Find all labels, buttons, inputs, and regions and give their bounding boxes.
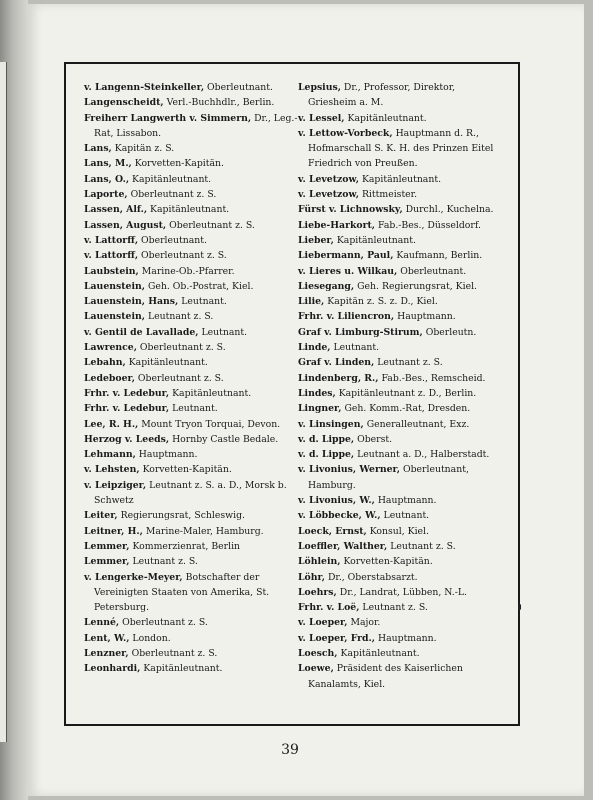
directory-entry bbox=[84, 340, 302, 355]
directory-entry bbox=[84, 478, 302, 509]
entry-name: Liebermann, Paul, bbox=[298, 250, 394, 262]
directory-entry bbox=[298, 631, 498, 646]
right-column-list bbox=[298, 80, 498, 692]
entry-description: Kapitänleutnant z. D., Berlin. bbox=[338, 387, 477, 399]
directory-entry bbox=[84, 141, 302, 156]
entry-name: Löhlein, bbox=[298, 556, 341, 568]
entry-description: Oberleutnant z. S. bbox=[169, 219, 255, 231]
entry-description: Hauptmann. bbox=[377, 632, 437, 644]
entry-name: Lepsius, bbox=[298, 82, 341, 93]
entry-name: v. Loeper, bbox=[298, 617, 348, 629]
directory-entry bbox=[298, 585, 498, 600]
directory-entry bbox=[298, 615, 498, 630]
entry-name: v. Gentil de Lavallade, bbox=[84, 326, 199, 338]
entry-description: Verl.-Buchhdlr., Berlin. bbox=[166, 97, 275, 109]
entry-description: Fab.-Bes., Remscheid. bbox=[381, 372, 486, 384]
entry-description: Regierungsrat, Schleswig. bbox=[120, 510, 245, 522]
entry-description: Leutnant. bbox=[172, 403, 218, 415]
entry-description: Oberleutn. bbox=[425, 326, 477, 338]
entry-name: Langenscheidt, bbox=[84, 97, 164, 109]
directory-entry bbox=[298, 325, 498, 340]
entry-name: Freiherr Langwerth v. Simmern, bbox=[84, 112, 252, 124]
directory-entry bbox=[298, 264, 498, 279]
entry-description: Dr., Oberstabsarzt. bbox=[327, 571, 418, 583]
directory-entry bbox=[84, 248, 302, 263]
entry-name: v. Langenn-Steinkeller, bbox=[84, 82, 205, 93]
directory-entry bbox=[84, 156, 302, 171]
directory-entry bbox=[84, 615, 302, 630]
entry-description: Leutnant. bbox=[383, 510, 430, 522]
entry-name: Lauenstein, Hans, bbox=[84, 296, 179, 308]
directory-entry bbox=[84, 233, 302, 248]
directory-entry bbox=[84, 554, 302, 569]
directory-entry bbox=[298, 508, 498, 523]
entry-description: Präsident des Kaiserlichen Kanalamts, Kiel. bbox=[308, 663, 463, 690]
entry-name: v. Löbbecke, W., bbox=[298, 510, 381, 522]
entry-description: Major. bbox=[350, 617, 381, 629]
directory-entry bbox=[84, 508, 302, 523]
ink-speck bbox=[518, 604, 521, 610]
entry-name: Liebe-Harkort, bbox=[298, 219, 376, 231]
directory-entry bbox=[298, 600, 498, 615]
entry-name: v. Levetzow, bbox=[298, 173, 359, 185]
entry-name: Loehrs, bbox=[298, 586, 337, 598]
entry-description: Rittmeister. bbox=[361, 189, 418, 201]
entry-name: Lilie, bbox=[298, 296, 325, 308]
entry-description: Marine-Ob.-Pfarrer. bbox=[141, 265, 235, 277]
entry-description: Oberleutnant z. S. bbox=[122, 617, 208, 629]
directory-entry bbox=[298, 432, 498, 447]
directory-entry bbox=[298, 309, 498, 324]
directory-entry bbox=[298, 294, 498, 309]
entry-description: Dr., Professor, Direktor, Griesheim a. M. bbox=[308, 82, 456, 109]
entry-description: Mount Tryon Torquai, Devon. bbox=[141, 418, 281, 430]
directory-entry bbox=[84, 202, 302, 217]
entry-name: Loewe, bbox=[298, 663, 334, 675]
entry-description: Marine-Maler, Hamburg. bbox=[145, 525, 264, 537]
entry-description: Leutnant z. S. a. D., Morsk b. Schwetz bbox=[94, 479, 287, 507]
entry-name: Lebahn, bbox=[84, 357, 126, 369]
directory-entry bbox=[84, 417, 302, 432]
entry-description: Botschafter der Vereinigten Staaten von Amerika, St. Petersburg. bbox=[94, 571, 270, 614]
directory-entry bbox=[84, 95, 302, 110]
entry-description: Hornby Castle Bedale. bbox=[172, 433, 279, 445]
entry-name: v. d. Lippe, bbox=[298, 449, 355, 461]
entry-description: Kapitän z. S. z. D., Kiel. bbox=[327, 296, 438, 308]
entry-description: Hauptmann. bbox=[138, 449, 198, 461]
entry-name: v. Lettow-Vorbeck, bbox=[298, 127, 393, 139]
directory-entry bbox=[84, 187, 302, 202]
entry-name: Loeck, Ernst, bbox=[298, 525, 367, 537]
directory-entry bbox=[298, 187, 498, 202]
directory-entry bbox=[298, 126, 498, 172]
entry-name: Lenzner, bbox=[84, 647, 129, 659]
entry-name: Lauenstein, bbox=[84, 280, 145, 292]
entry-description: Korvetten-Kapitän. bbox=[142, 464, 232, 476]
entry-name: v. Livonius, W., bbox=[298, 495, 375, 507]
entry-name: Leitner, H., bbox=[84, 525, 143, 537]
left-column-list bbox=[84, 80, 302, 677]
directory-entry bbox=[298, 218, 498, 233]
directory-entry bbox=[84, 570, 302, 616]
directory-entry bbox=[84, 371, 302, 386]
entry-description: Leutnant a. D., Halberstadt. bbox=[357, 449, 490, 461]
entry-description: Oberleutnant. bbox=[207, 82, 273, 93]
entry-name: Lawrence, bbox=[84, 342, 137, 354]
directory-entry bbox=[84, 447, 302, 462]
entry-name: v. Lengerke-Meyer, bbox=[84, 571, 183, 583]
entry-name: Leonhardi, bbox=[84, 663, 141, 675]
entry-description: Dr., Leg.-Rat, Lissabon. bbox=[94, 112, 298, 139]
entry-description: Leutnant. bbox=[181, 296, 227, 308]
entry-description: Kapitänleutnant. bbox=[132, 173, 212, 185]
directory-entry bbox=[84, 432, 302, 447]
entry-description: Oberleutnant z. S. bbox=[141, 250, 227, 262]
entry-description: Leutnant z. S. bbox=[377, 357, 443, 369]
entry-description: Leutnant z. S. bbox=[390, 540, 456, 552]
entry-name: Lassen, Alf., bbox=[84, 204, 148, 216]
directory-entry bbox=[84, 172, 302, 187]
entry-description: Kapitänleutnant. bbox=[340, 647, 420, 659]
entry-name: v. Lehsten, bbox=[84, 464, 140, 476]
directory-entry bbox=[298, 233, 498, 248]
entry-name: Lauenstein, bbox=[84, 311, 145, 323]
entry-name: Frhr. v. Loë, bbox=[298, 602, 360, 614]
entry-description: Generalleutnant, Exz. bbox=[366, 418, 470, 430]
directory-entry bbox=[84, 462, 302, 477]
entry-description: Oberleutnant z. S. bbox=[130, 189, 217, 201]
directory-entry bbox=[84, 524, 302, 539]
entry-description: Oberleutnant. bbox=[141, 234, 207, 246]
entry-description: Oberleutnant z. S. bbox=[131, 647, 218, 659]
entry-description: Korvetten-Kapitän. bbox=[343, 556, 433, 568]
directory-entry bbox=[298, 340, 498, 355]
entry-description: Kapitänleutnant. bbox=[336, 234, 416, 246]
entry-name: Laporte, bbox=[84, 189, 128, 201]
directory-entry bbox=[298, 661, 498, 692]
entry-description: Hauptmann. bbox=[397, 311, 456, 323]
entry-name: Graf v. Linden, bbox=[298, 357, 375, 369]
entry-description: Kapitän z. S. bbox=[114, 143, 175, 155]
directory-entry bbox=[84, 309, 302, 324]
directory-entry bbox=[298, 386, 498, 401]
directory-entry bbox=[84, 218, 302, 233]
entry-description: Kapitänleutnant. bbox=[143, 663, 223, 675]
directory-entry bbox=[84, 279, 302, 294]
entry-description: Oberleutnant z. S. bbox=[137, 372, 224, 384]
entry-description: Kapitänleutnant. bbox=[128, 357, 208, 369]
directory-entry bbox=[84, 325, 302, 340]
entry-description: Konsul, Kiel. bbox=[369, 525, 429, 537]
directory-entry bbox=[84, 294, 302, 309]
directory-entry bbox=[84, 386, 302, 401]
entry-description: Korvetten-Kapitän. bbox=[134, 158, 224, 170]
entry-description: Oberleutnant, Hamburg. bbox=[308, 464, 469, 491]
entry-name: Leiter, bbox=[84, 510, 118, 522]
entry-name: v. d. Lippe, bbox=[298, 433, 355, 445]
page-number: 39 bbox=[281, 742, 299, 758]
directory-entry bbox=[298, 202, 498, 217]
entry-description: Kapitänleutnant. bbox=[361, 173, 442, 185]
entry-description: Kapitänleutnant. bbox=[150, 204, 230, 216]
entry-name: Liesegang, bbox=[298, 280, 355, 292]
entry-description: Durchl., Kuchelna. bbox=[405, 204, 494, 216]
directory-entry bbox=[298, 248, 498, 263]
directory-entry bbox=[298, 570, 498, 585]
directory-entry bbox=[84, 539, 302, 554]
entry-description: Oberleutnant z. S. bbox=[139, 342, 226, 354]
entry-name: v. Lattorff, bbox=[84, 234, 139, 246]
entry-name: Loesch, bbox=[298, 647, 338, 659]
entry-description: Oberst. bbox=[357, 433, 393, 445]
entry-description: Geh. Komm.-Rat, Dresden. bbox=[344, 403, 471, 415]
entry-description: Hauptmann. bbox=[377, 495, 437, 507]
entry-name: v. Levetzow, bbox=[298, 189, 359, 201]
entry-description: Kaufmann, Berlin. bbox=[396, 250, 483, 262]
entry-name: v. Leipziger, bbox=[84, 479, 147, 491]
entry-description: Kapitänleutnant. bbox=[172, 387, 252, 399]
entry-name: Lemmer, bbox=[84, 556, 130, 568]
directory-entry bbox=[298, 539, 498, 554]
directory-entry bbox=[84, 355, 302, 370]
entry-description: Geh. Ob.-Postrat, Kiel. bbox=[147, 280, 254, 292]
directory-entry bbox=[298, 172, 498, 187]
directory-entry bbox=[84, 401, 302, 416]
facing-page-edge bbox=[0, 62, 7, 742]
entry-name: Lassen, August, bbox=[84, 219, 167, 231]
entry-name: v. Linsingen, bbox=[298, 418, 364, 430]
entry-name: Lee, R. H., bbox=[84, 418, 139, 430]
entry-name: Loeffler, Walther, bbox=[298, 540, 388, 552]
entry-description: Dr., Landrat, Lübben, N.-L. bbox=[339, 586, 468, 598]
entry-name: Ledeboer, bbox=[84, 372, 135, 384]
directory-entry bbox=[84, 264, 302, 279]
entry-name: v. Lattorff, bbox=[84, 250, 139, 262]
entry-name: Lenné, bbox=[84, 617, 120, 629]
directory-entry bbox=[84, 631, 302, 646]
entry-description: Leutnant. bbox=[201, 326, 248, 338]
entry-description: Kapitänleutnant. bbox=[347, 112, 427, 124]
entry-description: Leutnant z. S. bbox=[147, 311, 214, 323]
directory-entry bbox=[84, 111, 302, 142]
directory-entry bbox=[298, 279, 498, 294]
entry-name: Linde, bbox=[298, 342, 331, 354]
entry-name: Lemmer, bbox=[84, 540, 130, 552]
entry-description: Hauptmann d. R., Hofmarschall S. K. H. des Prinzen Eitel Friedrich von Preußen. bbox=[308, 127, 494, 170]
entry-name: Lehmann, bbox=[84, 449, 136, 461]
directory-entry bbox=[298, 417, 498, 432]
directory-entry bbox=[298, 462, 498, 493]
entry-description: Oberleutnant. bbox=[400, 265, 467, 277]
entry-name: Lans, O., bbox=[84, 173, 130, 185]
directory-entry bbox=[298, 371, 498, 386]
entry-description: London. bbox=[132, 632, 171, 644]
directory-entry bbox=[298, 111, 498, 126]
entry-description: Leutnant z. S. bbox=[362, 602, 428, 614]
entry-description: Kommerzienrat, Berlin bbox=[132, 540, 241, 552]
directory-entry bbox=[298, 401, 498, 416]
directory-entry bbox=[298, 493, 498, 508]
directory-entry bbox=[298, 524, 498, 539]
entry-description: Fab.-Bes., Düsseldorf. bbox=[378, 219, 481, 231]
entry-name: Lans, bbox=[84, 143, 112, 155]
entry-name: v. Livonius, Werner, bbox=[298, 464, 400, 476]
entry-name: Graf v. Limburg-Stirum, bbox=[298, 326, 423, 338]
entry-name: Lingner, bbox=[298, 403, 342, 415]
directory-entry bbox=[298, 447, 498, 462]
entry-name: Laubstein, bbox=[84, 265, 139, 277]
directory-entry bbox=[298, 554, 498, 569]
entry-name: Frhr. v. Ledebur, bbox=[84, 387, 170, 399]
entry-name: v. Lessel, bbox=[298, 112, 345, 124]
directory-entry bbox=[84, 646, 302, 661]
entry-name: v. Lieres u. Wilkau, bbox=[298, 265, 398, 277]
directory-entry bbox=[298, 646, 498, 661]
entry-name: Lieber, bbox=[298, 234, 334, 246]
entry-description: Leutnant z. S. bbox=[132, 556, 198, 568]
entry-name: Fürst v. Lichnowsky, bbox=[298, 204, 403, 216]
entry-name: v. Loeper, Frd., bbox=[298, 632, 376, 644]
entry-name: Lans, M., bbox=[84, 158, 132, 170]
entry-name: Herzog v. Leeds, bbox=[84, 433, 170, 445]
entry-name: Lent, W., bbox=[84, 632, 130, 644]
entry-name: Lindenberg, R., bbox=[298, 372, 379, 384]
entry-name: Frhr. v. Ledebur, bbox=[84, 403, 170, 415]
entry-name: Lindes, bbox=[298, 387, 336, 399]
directory-entry bbox=[298, 355, 498, 370]
directory-entry bbox=[84, 80, 302, 95]
entry-name: Löhr, bbox=[298, 571, 325, 583]
entry-description: Leutnant. bbox=[333, 342, 380, 354]
directory-entry bbox=[84, 661, 302, 676]
directory-entry bbox=[298, 80, 498, 111]
entry-name: Frhr. v. Liliencron, bbox=[298, 311, 395, 323]
entry-description: Geh. Regierungsrat, Kiel. bbox=[357, 280, 478, 292]
